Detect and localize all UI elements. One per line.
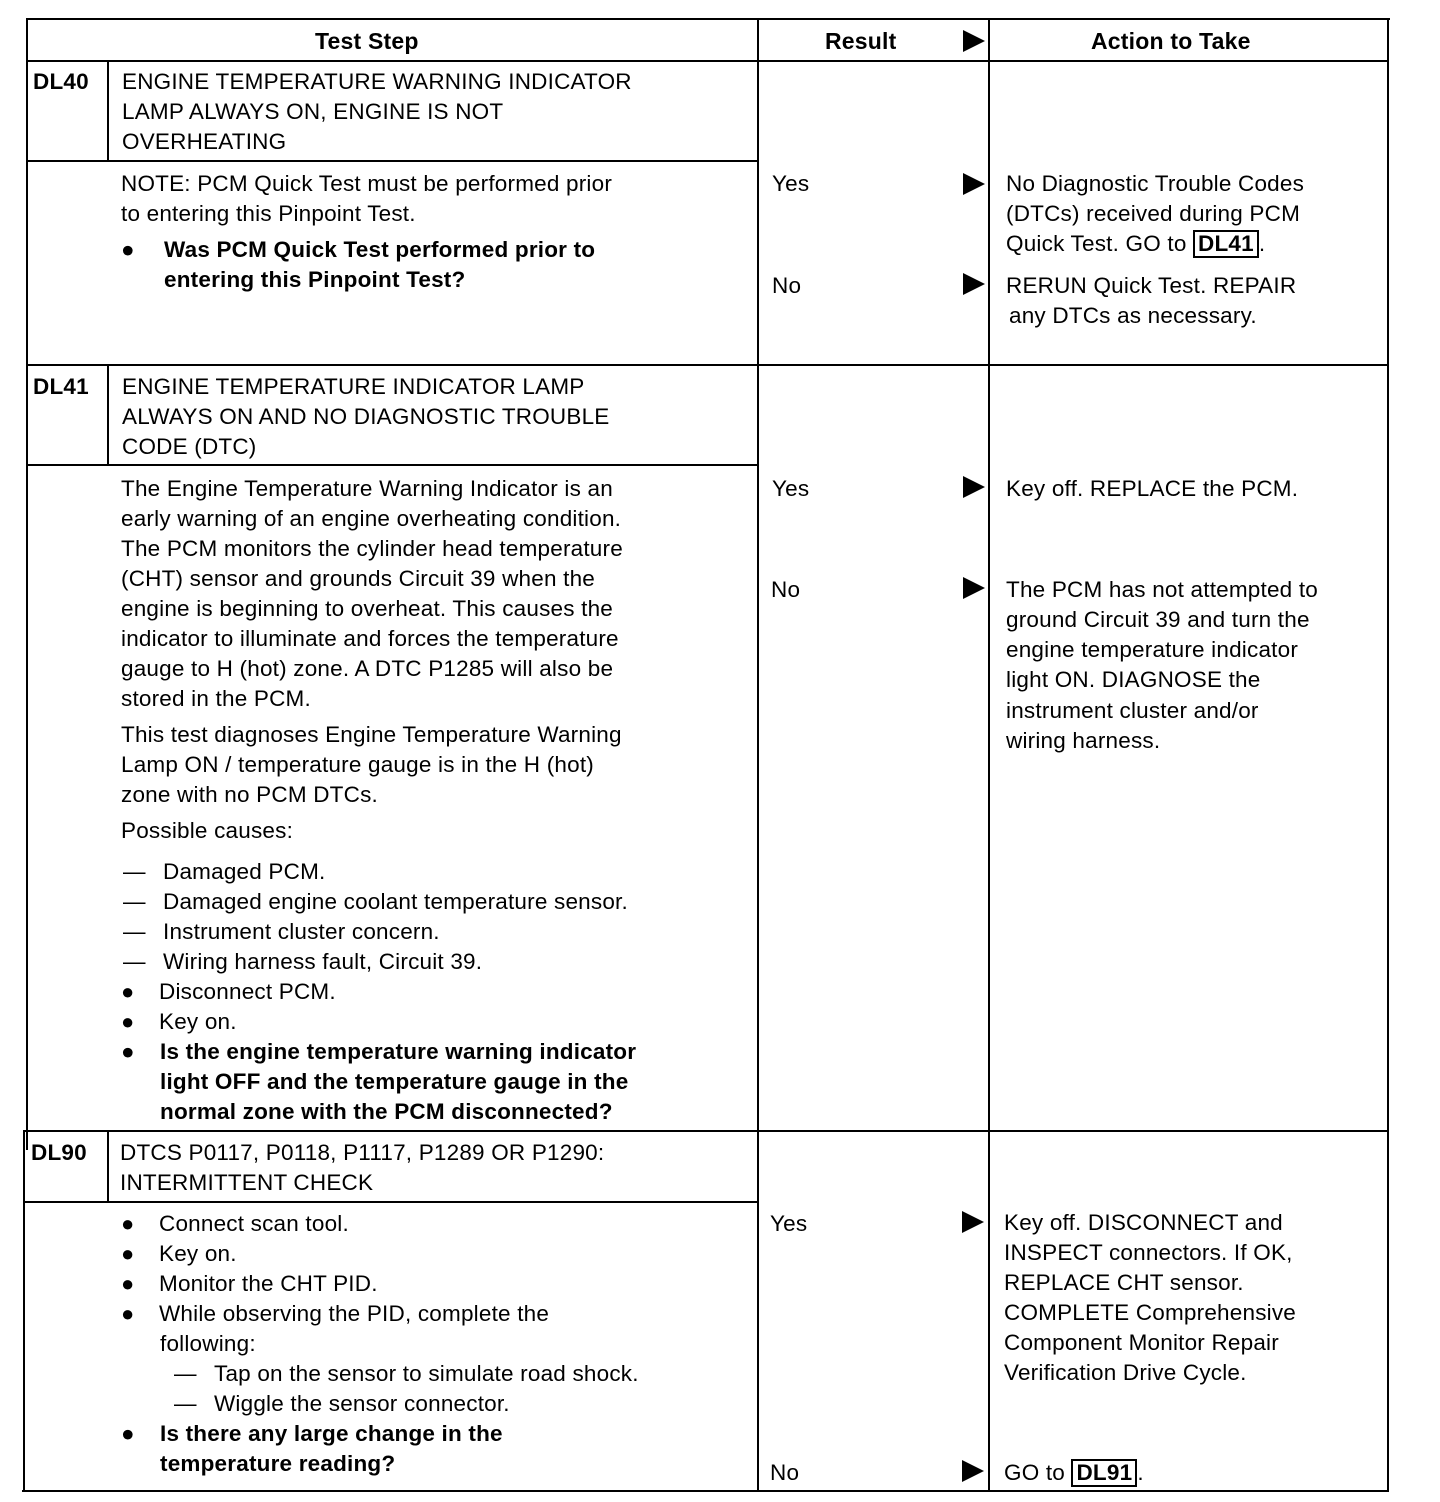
step-item: ● Key on. xyxy=(121,1239,237,1269)
step-item: ● Monitor the CHT PID. xyxy=(121,1269,378,1299)
arrow-right-icon xyxy=(963,273,985,295)
dash-icon: — xyxy=(123,919,146,944)
substep-item: — Tap on the sensor to simulate road shock. xyxy=(174,1359,639,1389)
dash-icon: — xyxy=(174,1391,197,1416)
action-line: INSPECT connectors. If OK, xyxy=(1004,1240,1293,1265)
action-line: COMPLETE Comprehensive xyxy=(1004,1300,1297,1325)
body-line: The PCM monitors the cylinder head temperature xyxy=(121,536,623,561)
action-line: Verification Drive Cycle. xyxy=(1004,1360,1247,1385)
header-divider xyxy=(26,60,1389,62)
body-line: indicator to illuminate and forces the temperature xyxy=(121,626,619,651)
section-divider xyxy=(26,364,1389,366)
question-line: temperature reading? xyxy=(160,1451,396,1476)
result-no: No xyxy=(770,1460,800,1485)
step-id-divider xyxy=(107,364,109,465)
header-test-step: Test Step xyxy=(315,28,419,54)
step-title-line: ALWAYS ON AND NO DIAGNOSTIC TROUBLE xyxy=(122,404,610,429)
table-border-left xyxy=(26,18,28,1150)
body-line: stored in the PCM. xyxy=(121,686,311,711)
step-id: DL41 xyxy=(33,374,89,399)
question-line: Is the engine temperature warning indicator xyxy=(160,1039,637,1064)
step-title-line: ENGINE TEMPERATURE WARNING INDICATOR xyxy=(122,69,632,94)
bullet-icon: ● xyxy=(121,1421,135,1446)
dash-icon: — xyxy=(123,949,146,974)
table-border-bottom xyxy=(22,1490,1388,1492)
step-title-line: CODE (DTC) xyxy=(122,434,257,459)
step-item: ● Disconnect PCM. xyxy=(121,977,336,1007)
causes-label: Possible causes: xyxy=(121,818,294,843)
note-line: to entering this Pinpoint Test. xyxy=(121,201,416,226)
title-divider xyxy=(26,160,759,162)
step-id-divider xyxy=(107,1130,109,1202)
action-line: REPLACE CHT sensor. xyxy=(1004,1270,1244,1295)
bullet-icon: ● xyxy=(121,1241,135,1266)
title-divider xyxy=(23,1201,759,1203)
bullet-icon: ● xyxy=(121,1009,135,1034)
dash-icon: — xyxy=(123,889,146,914)
bullet-icon: ● xyxy=(121,1301,135,1326)
header-action: Action to Take xyxy=(1091,28,1251,54)
action-line: any DTCs as necessary. xyxy=(1009,303,1257,328)
step-id-divider xyxy=(107,60,109,161)
action-line: light ON. DIAGNOSE the xyxy=(1006,667,1261,692)
result-yes: Yes xyxy=(772,171,810,196)
body-line: This test diagnoses Engine Temperature Warning xyxy=(121,722,622,747)
bullet-icon: ● xyxy=(121,1039,135,1064)
step-title-line: LAMP ALWAYS ON, ENGINE IS NOT xyxy=(122,99,504,124)
dash-icon: — xyxy=(174,1361,197,1386)
step-ref-link[interactable]: DL91 xyxy=(1071,1459,1137,1487)
table-border-right xyxy=(1387,18,1389,1492)
body-line: engine is beginning to overheat. This causes the xyxy=(121,596,614,621)
step-item: ● Key on. xyxy=(121,1007,237,1037)
arrow-right-icon xyxy=(962,1211,984,1233)
step-id: DL40 xyxy=(33,69,89,94)
step-title-line: OVERHEATING xyxy=(122,129,287,154)
body-line: The Engine Temperature Warning Indicator is an xyxy=(121,476,613,501)
question-line: Was PCM Quick Test performed prior to xyxy=(164,237,596,262)
step-item: ● Connect scan tool. xyxy=(121,1209,349,1239)
action-line: Component Monitor Repair xyxy=(1004,1330,1279,1355)
result-no: No xyxy=(772,273,802,298)
step-title-line: ENGINE TEMPERATURE INDICATOR LAMP xyxy=(122,374,585,399)
arrow-right-icon xyxy=(963,577,985,599)
action-line: The PCM has not attempted to xyxy=(1006,577,1319,602)
result-yes: Yes xyxy=(770,1211,808,1236)
arrow-right-icon xyxy=(963,476,985,498)
bullet-icon: ● xyxy=(121,979,135,1004)
result-column-divider xyxy=(757,18,759,1492)
action-line: wiring harness. xyxy=(1006,728,1161,753)
table-border-top xyxy=(26,18,1390,20)
step-title-line: DTCS P0117, P0118, P1117, P1289 OR P1290: xyxy=(120,1140,605,1165)
title-divider xyxy=(26,464,759,466)
action-line: Key off. REPLACE the PCM. xyxy=(1006,476,1299,501)
action-column-divider xyxy=(988,18,990,1492)
body-line: Lamp ON / temperature gauge is in the H (hot) xyxy=(121,752,594,777)
bullet-icon: ● xyxy=(121,1211,135,1236)
section-divider xyxy=(23,1130,1389,1132)
question-line: light OFF and the temperature gauge in the xyxy=(160,1069,629,1094)
arrow-right-icon xyxy=(962,1460,984,1482)
action-line: Key off. DISCONNECT and xyxy=(1004,1210,1283,1235)
note-line: NOTE: PCM Quick Test must be performed prior xyxy=(121,171,613,196)
result-yes: Yes xyxy=(772,476,810,501)
substep-item: — Wiggle the sensor connector. xyxy=(174,1389,510,1419)
table-border-left xyxy=(23,1130,25,1492)
header-result: Result xyxy=(825,28,897,54)
body-line: early warning of an engine overheating condition. xyxy=(121,506,622,531)
action-line: No Diagnostic Trouble Codes xyxy=(1006,171,1305,196)
dash-icon: — xyxy=(123,859,146,884)
action-line: (DTCs) received during PCM xyxy=(1006,201,1301,226)
action-line: Quick Test. GO to DL41 . xyxy=(1006,231,1266,256)
result-no: No xyxy=(771,577,801,602)
question-line: Is there any large change in the xyxy=(160,1421,503,1446)
action-line: instrument cluster and/or xyxy=(1006,698,1259,723)
body-line: zone with no PCM DTCs. xyxy=(121,782,378,807)
question-line: normal zone with the PCM disconnected? xyxy=(160,1099,613,1124)
step-title-line: INTERMITTENT CHECK xyxy=(120,1170,374,1195)
bullet-icon: ● xyxy=(121,1271,135,1296)
arrow-right-icon xyxy=(963,173,985,195)
question-line: entering this Pinpoint Test? xyxy=(164,267,466,292)
header-arrow-icon xyxy=(963,30,985,52)
cause-item: — Instrument cluster concern. xyxy=(123,917,440,947)
cause-item: — Wiring harness fault, Circuit 39. xyxy=(123,947,482,977)
action-line: GO to DL91 . xyxy=(1004,1460,1144,1485)
step-id: DL90 xyxy=(31,1140,87,1165)
body-line: gauge to H (hot) zone. A DTC P1285 will also be xyxy=(121,656,614,681)
cause-item: — Damaged PCM. xyxy=(123,857,325,887)
step-item-continued: following: xyxy=(160,1331,256,1356)
action-line: engine temperature indicator xyxy=(1006,637,1299,662)
body-line: (CHT) sensor and grounds Circuit 39 when the xyxy=(121,566,596,591)
action-line: ground Circuit 39 and turn the xyxy=(1006,607,1310,632)
bullet-icon: ● xyxy=(121,237,135,262)
step-ref-link[interactable]: DL41 xyxy=(1193,230,1259,258)
step-item: ● While observing the PID, complete the xyxy=(121,1299,549,1329)
cause-item: — Damaged engine coolant temperature sensor. xyxy=(123,887,628,917)
action-line: RERUN Quick Test. REPAIR xyxy=(1006,273,1297,298)
